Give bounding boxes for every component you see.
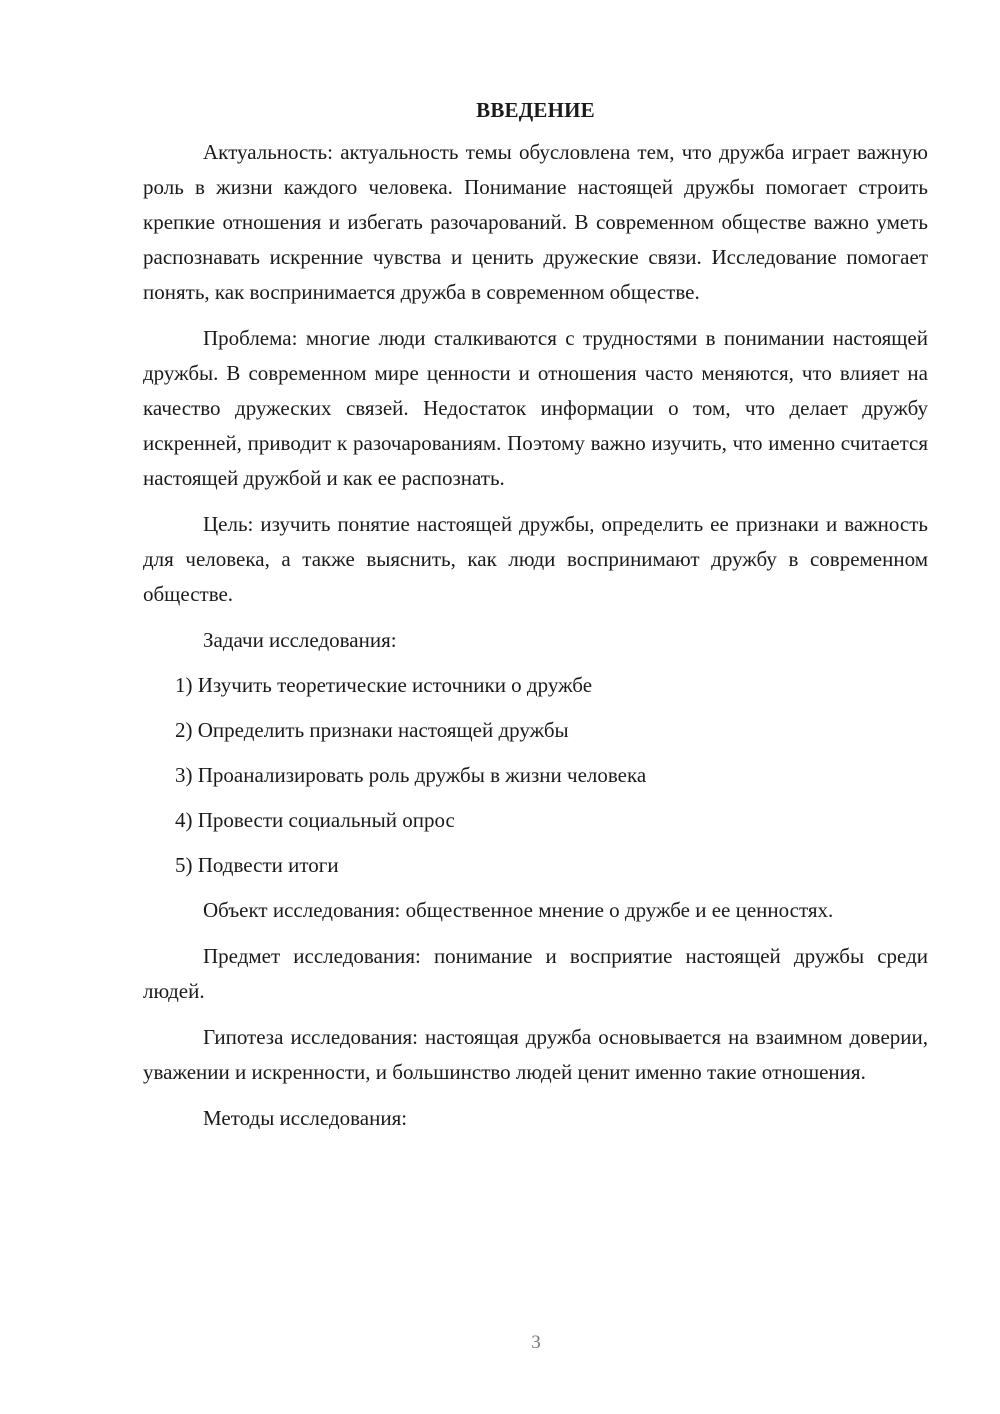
list-item: 3) Проанализировать роль дружбы в жизни человека bbox=[175, 763, 647, 787]
paragraph-object: Объект исследования: общественное мнение о дружбе и ее ценностях. bbox=[203, 898, 834, 922]
page-number: 3 bbox=[531, 1332, 541, 1353]
tasks-heading: Задачи исследования: bbox=[203, 628, 397, 652]
paragraph-relevance: Актуальность: актуальность темы обусловлена тем, что дружба играет важную роль в жизни каждого человека. Понимание настоящей дружбы помогает строить крепкие отношения и избегать разочарований. В современном обществе важно уметь распознавать искренние чувства и ценить дружеские связи. Исследование помогает понять, как воспринимается дружба в современном обществе. bbox=[143, 140, 928, 304]
tasks-list bbox=[143, 668, 928, 883]
paragraph-hypothesis: Гипотеза исследования: настоящая дружба основывается на взаимном доверии, уважении и искренности, и большинство людей ценит именно такие отношения. bbox=[143, 1025, 928, 1084]
methods-heading: Методы исследования: bbox=[203, 1106, 408, 1130]
paragraph-goal: Цель: изучить понятие настоящей дружбы, определить ее признаки и важность для человека, а также выяснить, как люди воспринимают дружбу в современном обществе. bbox=[143, 512, 928, 606]
list-item: 2) Определить признаки настоящей дружбы bbox=[175, 718, 569, 742]
list-item: 5) Подвести итоги bbox=[175, 853, 339, 877]
page-title: ВВЕДЕНИЕ bbox=[476, 98, 595, 122]
list-item: 1) Изучить теоретические источники о дружбе bbox=[175, 673, 593, 697]
list-item: 4) Провести социальный опрос bbox=[175, 808, 455, 832]
document-page bbox=[143, 95, 928, 1146]
paragraph-problem: Проблема: многие люди сталкиваются с трудностями в понимании настоящей дружбы. В современном мире ценности и отношения часто меняются, что влияет на качество дружеских связей. Недостаток информации о том, что делает дружбу искренней, приводит к разочарованиям. Поэтому важно изучить, что именно считается настоящей дружбой и как ее распознать. bbox=[143, 326, 928, 490]
paragraph-subject: Предмет исследования: понимание и восприятие настоящей дружбы среди людей. bbox=[143, 944, 928, 1003]
